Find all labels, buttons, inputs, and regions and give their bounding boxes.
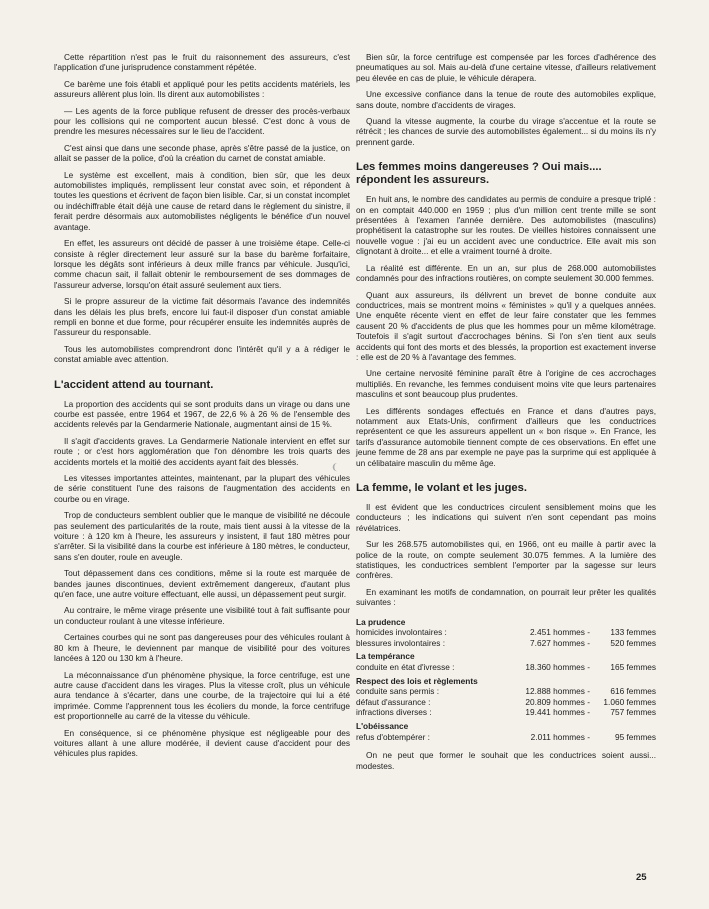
paragraph: Une certaine nervosité féminine paraît être à l'origine de ces accrochages multipliés. En revanche, les femmes conduisent moins vite que leurs partenaires masculins et sont beaucoup plus prudentes.: [356, 368, 656, 400]
paragraph: La proportion des accidents qui se sont produits dans un virage ou dans une courbe est passée, entre 1964 et 1967, de 22,6 % à 26 % de l'ensemble des accidents relevés par la Gendarmerie Nationale, augmentant ainsi de 15 %.: [54, 398, 350, 430]
paragraph: Sur les 268.575 automobilistes qui, en 1966, ont eu maille à partir avec la police de la route, on compte seulement 30.075 femmes. A la lumière des statistiques, les conductrices semblent l'emporter par la sagesse sur leurs confrères.: [356, 539, 656, 581]
table-row: [356, 662, 656, 673]
stats-men: 7.627 hommes -: [530, 637, 590, 648]
paragraph: Certaines courbes qui ne sont pas dangereuses pour des véhicules roulant à 80 km à l'heure, le deviennent par manque de visibilité pour des voitures lancées à 120 ou 130 km à l'heure.: [54, 632, 350, 664]
section-heading: L'accident attend au tournant.: [54, 378, 214, 391]
paragraph: Quant aux assureurs, ils délivrent un brevet de bonne conduite aux conductrices, mais se montrent moins « féministes » qu'il y a quelques années. Une enquête récente vient en effet de leur faire constater que les femmes causent 20 % d'accidents de plus que les hommes pour un même kilométrage. Toutefois il s'agit surtout d'accrochages bénins. Si l'on s'en tient aux seuls accidents qui font des morts et des blessés, la proportion est exactement inverse : elle est de 20 % à l'avantage des femmes.: [356, 289, 656, 362]
paragraph: En huit ans, le nombre des candidates au permis de conduire a presque triplé : on en comptait 440.000 en 1959 ; plus d'un million cent trente mille se sont présentées à l'examen l'année dernière. Des automobilistes (masculins) prophétisent la catastrophe sur les routes. De vieilles histoires connaissent une nouvelle vogue : j'ai eu un accident avec une conductrice. Elle avait mis son clignotant à droite... et elle a vraiment tourné à droite.: [356, 194, 656, 257]
paragraph: En examinant les motifs de condamnation, on pourrait leur prêter les qualités suivantes :: [356, 586, 656, 608]
paragraph: Tout dépassement dans ces conditions, même si la route est marquée de bandes jaunes discontinues, devient extrêmement dangereux, d'autant plus qu'en face, une autre voiture effectuant, elle aussi, un dépassement peut surgir.: [54, 568, 350, 600]
paragraph: Quand la vitesse augmente, la courbe du virage s'accentue et la route se rétrécit ; les chances de survie des automobilistes également... si du moins ils n'y prennent garde.: [356, 116, 656, 147]
fold-mark-icon: ❨: [331, 462, 339, 472]
stats-category: La tempérance: [356, 651, 415, 662]
stats-men: 20.809 hommes -: [525, 696, 590, 707]
paragraph: Au contraire, le même virage présente une visibilité tout à fait suffisante pour un conducteur roulant à une vitesse inférieure.: [54, 605, 350, 626]
stats-label: conduite sans permis :: [356, 686, 440, 697]
table-row: [356, 627, 656, 638]
stats-men: 2.451 hommes -: [530, 627, 590, 638]
closing-paragraph: On ne peut que former le souhait que les conductrices soient aussi... modestes.: [356, 750, 656, 771]
stats-women: 1.060 femmes: [603, 696, 656, 707]
stats-label: conduite en état d'ivresse :: [356, 662, 455, 673]
paragraph: Trop de conducteurs semblent oublier que le manque de visibilité ne découle pas seulement des particularités de la route, mais tient aussi à la vitesse de la voiture : à 120 km à l'heure, les assureurs y insistent, il faut 180 mètres pour s'arrêter. Si la visibilité dans la courbe est inférieure à 180 mètres, le conducteur, sans s'en douter, roule en aveugle.: [54, 510, 350, 562]
stats-men: 18.360 hommes -: [525, 662, 590, 673]
paragraph: Il s'agit d'accidents graves. La Gendarmerie Nationale intervient en effet sur route ; or c'est hors agglomération que l'on dénombre les trois quarts des accidents mortels et la moitié des accidents ayant fait des blessés.: [54, 435, 350, 467]
paragraph: — Les agents de la force publique refusent de dresser des procès-verbaux pour les collisions qui ne comportent aucun blessé. C'est donc à vous de prendre les mesures nécessaires sur le lieu de l'accident.: [54, 105, 350, 137]
stats-women: 520 femmes: [610, 637, 656, 648]
stats-women: 757 femmes: [610, 707, 656, 718]
section-heading: Les femmes moins dangereuses ? Oui mais.... répondent les assureurs.: [356, 161, 602, 187]
stats-category: La prudence: [356, 616, 406, 627]
paragraph: Tous les automobilistes comprendront donc l'intérêt qu'il y a à rédiger le constat amiable avec attention.: [54, 343, 350, 365]
table-row: [356, 638, 656, 649]
left-column: [54, 52, 350, 765]
paragraph: Les différents sondages effectués en France et dans d'autres pays, notamment aux Etats-Unis, confirment d'ailleurs que les conductrices représentent ce que les assureurs appellent un « bon risque ». En France, les tarifs d'assurance automobile tiennent compte de ces observations. En effet une jeune femme de 28 ans par exemple ne paye pas la surprime qui est appliquée à un célibataire masculin du même âge.: [356, 405, 656, 468]
stats-category: L'obéissance: [356, 721, 409, 731]
stats-label: infractions diverses :: [356, 707, 432, 718]
table-row: [356, 707, 656, 718]
stats-label: refus d'obtempérer :: [356, 731, 430, 742]
paragraph: La méconnaissance d'un phénomène physique, la force centrifuge, est une autre cause d'accident dans les virages. Plus la vitesse croît, plus un véhicule aura tendance à s'écarter, dans une courbe, de la trajectoire qui lui a été imprimée. Comme l'apprennent tous les écoliers du monde, la force centrifuge est proportionnelle au carré de la vitesse du véhicule.: [54, 669, 350, 722]
table-row: [356, 697, 656, 708]
paragraph: En effet, les assureurs ont décidé de passer à une troisième étape. Celle-ci consiste à régler directement leur assuré sur la base du barème forfaitaire, lorsque les dégâts sont inférieurs à deux mille francs par véhicule. Jusqu'ici, comme chacun sait, il fallait obtenir le remboursement de ses dommages de l'assureur adverse, lorsqu'on était assuré seulement aux tiers.: [54, 238, 350, 290]
paragraph: Bien sûr, la force centrifuge est compensée par les forces d'adhérence des pneumatiques au sol. Mais au-delà d'une certaine vitesse, d'ailleurs relativement peu élevée en cas de pluie, le véhicule dérapera.: [356, 52, 656, 83]
paragraph: C'est ainsi que dans une seconde phase, après s'être passé de la justice, on allait se passer de la police, d'où la création du carnet de constat amiable.: [54, 142, 350, 164]
table-row: [356, 732, 656, 743]
stats-men: 2.011 hommes -: [530, 731, 590, 742]
paragraph: Ce barème une fois établi et appliqué pour les petits accidents matériels, les assureurs allèrent plus loin. Ils dirent aux automobilistes :: [54, 78, 350, 100]
conviction-stats-table: [356, 614, 656, 743]
paragraph: Il est évident que les conductrices circulent sensiblement moins que les conducteurs ; les indications qui suivent n'en sont cependant pas moins révélatrices.: [356, 502, 656, 533]
stats-women: 133 femmes: [610, 627, 656, 638]
paragraph: Une excessive confiance dans la tenue de route des automobiles explique, sans doute, nombre d'accidents de virages.: [356, 89, 656, 110]
stats-women: 616 femmes: [610, 686, 656, 697]
table-row: [356, 686, 656, 697]
paragraph: Si le propre assureur de la victime fait désormais l'avance des indemnités dans les délais les plus brefs, encore lui faut-il disposer d'un constat amiable rempli en bonne et due forme, pour récupérer ensuite les indemnités auprès de l'assureur du responsable.: [54, 296, 350, 338]
paragraph: Le système est excellent, mais à condition, bien sûr, que les deux automobilistes impliqués, remplissent leur constat avec soin, et répondent à toutes les questions et écrivent de façon bien lisible. Car, si un constat incomplet ou indéchiffrable était déjà une cause de retard dans le règlement du sinistre, il ferait perdre désormais aux automobilistes négligents le bénéfice d'un nouvel avantage.: [54, 169, 350, 232]
right-column: [356, 52, 656, 777]
section-heading: La femme, le volant et les juges.: [356, 482, 527, 494]
paragraph: Cette répartition n'est pas le fruit du raisonnement des assureurs, c'est l'application d'une jurisprudence constamment répétée.: [54, 52, 350, 73]
paragraph: La réalité est différente. En un an, sur plus de 268.000 automobilistes condamnés pour des infractions routières, on compte seulement 30.000 femmes.: [356, 262, 656, 284]
paragraph: En conséquence, si ce phénomène physique est négligeable pour des voitures allant à une allure modérée, il devient cause d'accident pour des véhicules plus rapides.: [54, 727, 350, 759]
stats-men: 19.441 hommes -: [525, 707, 590, 718]
page-number: 25: [636, 872, 647, 883]
stats-label: blessures involontaires :: [356, 637, 446, 648]
stats-label: homicides involontaires :: [356, 627, 447, 638]
stats-women: 165 femmes: [610, 662, 656, 673]
paragraph: Les vitesses importantes atteintes, maintenant, par la plupart des véhicules de série constituent l'une des raisons de l'augmentation des accidents en courbe ou en virage.: [54, 473, 350, 504]
stats-men: 12.888 hommes -: [525, 686, 590, 697]
stats-women: 95 femmes: [614, 731, 656, 742]
stats-category: Respect des lois et règlements: [356, 675, 478, 686]
stats-label: défaut d'assurance :: [356, 696, 431, 707]
